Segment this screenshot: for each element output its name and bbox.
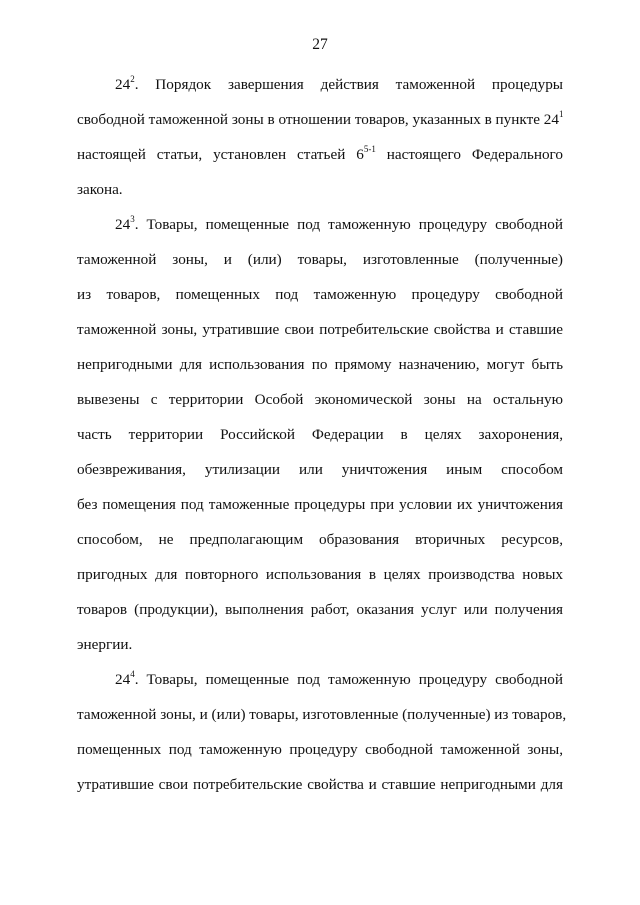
paragraph-24-2-line-3: настоящей статьи, установлен статьей 6$^{5-1}$ настоящего Федерального bbox=[77, 143, 563, 163]
paragraph-number: 24 bbox=[115, 76, 131, 93]
paragraph-24-4-line: таможенной зоны, и (или) товары, изготовленные (полученные) из товаров, bbox=[77, 706, 567, 723]
paragraph-24-2-line-1: $24^2$. Порядок завершения действия таможенной процедуры bbox=[115, 73, 563, 93]
paragraph-24-3-line: способом, не предполагающим образования вторичных ресурсов, bbox=[77, 531, 563, 548]
paragraph-24-3-line: пригодных для повторного использования в целях производства новых bbox=[77, 566, 563, 583]
paragraph-superscript: 3 bbox=[130, 213, 135, 224]
paragraph-24-3-last-line: энергии. bbox=[77, 636, 133, 653]
page-number: 27 bbox=[312, 36, 328, 53]
paragraph-24-4-line-1: $24^4$. Товары, помещенные под таможенную процедуру свободной bbox=[115, 668, 563, 688]
paragraph-24-2-line-4: закона. bbox=[77, 181, 123, 198]
paragraph-24-3-line: обезвреживания, утилизации или уничтожения иным способом bbox=[77, 461, 563, 478]
paragraph-24-3-line: вывезены с территории Особой экономической зоны на остальную bbox=[77, 391, 563, 408]
footnote-superscript: 1 bbox=[558, 108, 564, 119]
paragraph-superscript: 2 bbox=[130, 73, 135, 84]
paragraph-number: 24 bbox=[115, 216, 131, 233]
paragraph-24-2-line-2: свободной таможенной зоны в отношении товаров, указанных в пункте $24^1$ bbox=[77, 108, 564, 128]
article-superscript: 5-1 bbox=[363, 143, 376, 154]
paragraph-24-3-line-1: $24^3$. Товары, помещенные под таможенную процедуру свободной bbox=[115, 213, 563, 233]
paragraph-24-4-line: помещенных под таможенную процедуру свободной таможенной зоны, bbox=[77, 741, 563, 758]
paragraph-number: 24 bbox=[115, 671, 131, 688]
paragraph-superscript: 4 bbox=[130, 668, 135, 679]
paragraph-24-3-line: таможенной зоны, и (или) товары, изготовленные (полученные) bbox=[77, 251, 563, 268]
paragraph-24-3-line: непригодными для использования по прямому назначению, могут быть bbox=[77, 356, 563, 373]
paragraph-24-3-line: без помещения под таможенные процедуры при условии их уничтожения bbox=[77, 496, 563, 513]
paragraph-24-3-line: из товаров, помещенных под таможенную процедуру свободной bbox=[77, 286, 563, 303]
paragraph-24-3-line: товаров (продукции), выполнения работ, оказания услуг или получения bbox=[77, 601, 563, 618]
paragraph-24-3-line: часть территории Российской Федерации в целях захоронения, bbox=[77, 426, 563, 443]
paragraph-24-3-line: таможенной зоны, утратившие свои потребительские свойства и ставшие bbox=[77, 321, 563, 338]
paragraph-24-4-line: утратившие свои потребительские свойства и ставшие непригодными для bbox=[77, 776, 563, 793]
